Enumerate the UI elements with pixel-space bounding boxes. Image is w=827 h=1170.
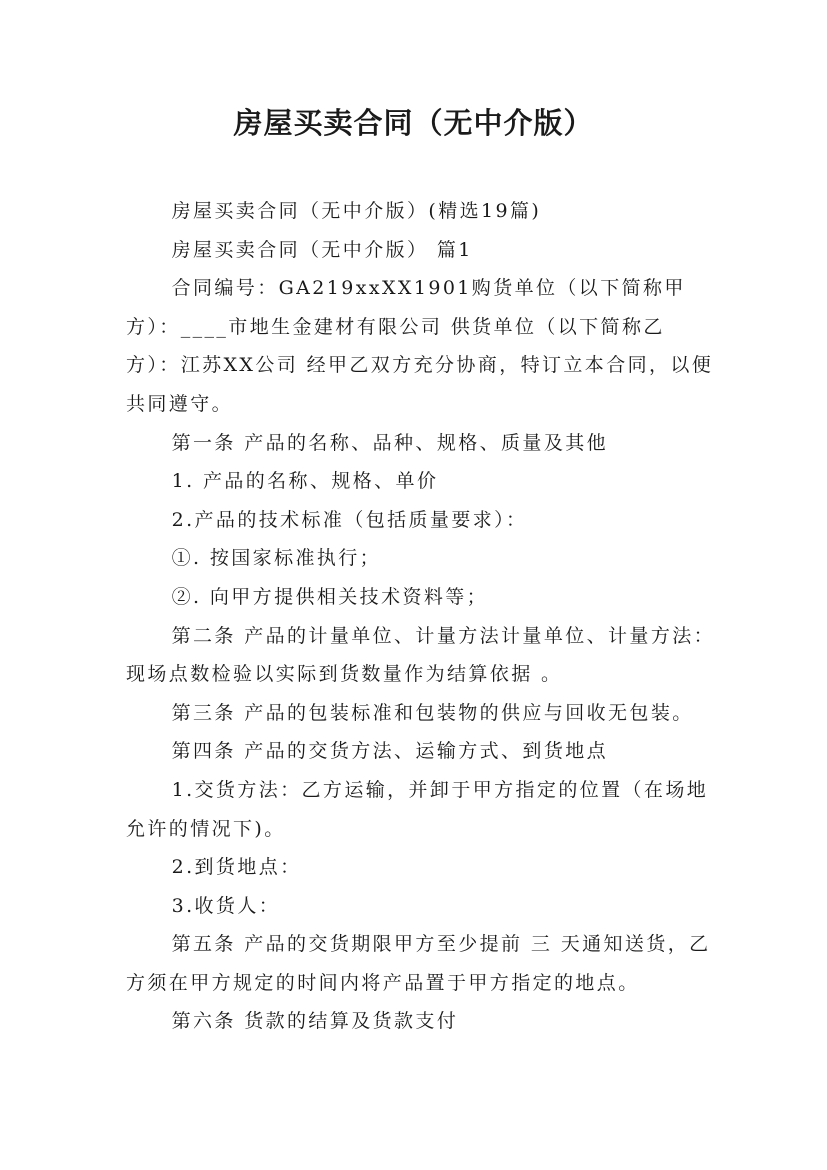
paragraph-article-1-subitem-2: ②. 向甲方提供相关技术资料等； bbox=[171, 585, 489, 608]
paragraph-article-4: 第四条 产品的交货方法、运输方式、到货地点 bbox=[171, 740, 609, 763]
paragraph-article-4-item-2: 2.到货地点： bbox=[171, 856, 302, 879]
document-body bbox=[126, 192, 716, 1041]
paragraph-article-6: 第六条 货款的结算及货款支付 bbox=[171, 1010, 459, 1033]
paragraph-article-1-subitem-1: ①. 按国家标准执行； bbox=[171, 547, 382, 570]
paragraph-article-2: 第二条 产品的计量单位、计量方法计量单位、计量方法：现场点数检验以实际到货数量作为结算依据 。 bbox=[126, 624, 716, 686]
paragraph-article-1-item-2: 2.产品的技术标准（包括质量要求）： bbox=[171, 508, 528, 531]
paragraph-subtitle: 房屋买卖合同（无中介版）(精选19篇) bbox=[171, 200, 542, 222]
paragraph-section-heading: 房屋买卖合同（无中介版） 篇1 bbox=[171, 238, 473, 261]
paragraph-article-3: 第三条 产品的包装标准和包装物的供应与回收无包装。 bbox=[171, 701, 694, 724]
paragraph-article-4-item-3: 3.收货人： bbox=[171, 894, 281, 917]
paragraph-article-4-item-1: 1.交货方法：乙方运输，并卸于甲方指定的位置（在场地允许的情况下)。 bbox=[126, 778, 709, 840]
paragraph-contract-parties: 合同编号：GA219xxXX1901购货单位（以下简称甲方）：____市地生金建材有限公司 供货单位（以下简称乙方）：江苏XX公司 经甲乙双方充分协商，特订立本合同，以便共同遵守。 bbox=[126, 277, 714, 415]
document-title: 房屋买卖合同（无中介版） bbox=[233, 106, 594, 140]
paragraph-article-5: 第五条 产品的交货期限甲方至少提前 三 天通知送货，乙方须在甲方规定的时间内将产品置于甲方指定的地点。 bbox=[126, 933, 711, 994]
paragraph-article-1: 第一条 产品的名称、品种、规格、质量及其他 bbox=[171, 431, 609, 454]
paragraph-article-1-item-1: 1. 产品的名称、规格、单价 bbox=[171, 470, 439, 493]
